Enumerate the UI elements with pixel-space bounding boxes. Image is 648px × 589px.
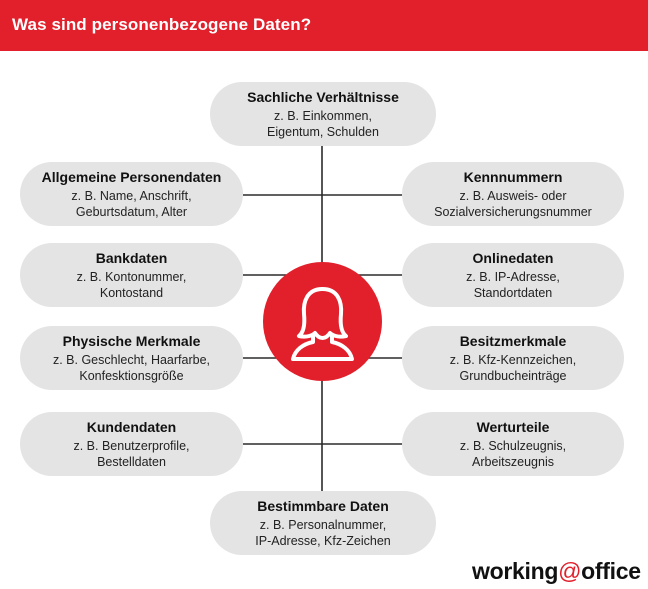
brand-logo-at: @ — [558, 558, 582, 584]
node-example-line1: z. B. Personalnummer, — [259, 517, 387, 532]
node-example-line2: Bestelldaten — [97, 454, 166, 469]
node-example-line1: z. B. Kontonummer, — [76, 269, 187, 284]
node-example-line2: Arbeitszeugnis — [472, 454, 554, 469]
node-example-line1: z. B. Einkommen, — [274, 108, 372, 123]
node-bankdaten — [20, 243, 243, 307]
node-title: Werturteile — [476, 418, 550, 435]
node-example-line2: IP-Adresse, Kfz-Zeichen — [255, 533, 391, 548]
node-title: Bestimmbare Daten — [257, 497, 389, 514]
node-allgemeine-personendaten — [20, 162, 243, 226]
node-sachliche-verhaeltnisse — [210, 82, 436, 146]
person-icon — [263, 262, 382, 381]
node-title: Bankdaten — [95, 249, 168, 266]
node-title: Besitzmerkmale — [459, 332, 567, 349]
brand-logo-part1: working — [472, 558, 559, 584]
node-title: Sachliche Verhältnisse — [247, 88, 399, 105]
node-physische-merkmale — [20, 326, 243, 390]
node-example-line1: z. B. Geschlecht, Haarfarbe, — [52, 352, 210, 367]
node-example-line1: z. B. IP-Adresse, — [466, 269, 560, 284]
node-example-line1: z. B. Kfz-Kennzeichen, — [449, 352, 577, 367]
node-title: Allgemeine Personendaten — [41, 168, 222, 185]
node-title: Physische Merkmale — [62, 332, 201, 349]
node-example-line1: z. B. Benutzerprofile, — [73, 438, 190, 453]
brand-logo — [472, 558, 641, 585]
brand-logo-part2: office — [581, 558, 641, 584]
node-example-line1: z. B. Ausweis- oder — [459, 188, 567, 203]
node-title: Kundendaten — [86, 418, 177, 435]
node-example-line2: Eigentum, Schulden — [267, 124, 379, 139]
node-example-line2: Grundbucheinträge — [459, 368, 567, 383]
node-example-line2: Konfesktionsgröße — [79, 368, 184, 383]
node-bestimmbare-daten — [210, 491, 436, 555]
node-example-line1: z. B. Schulzeugnis, — [459, 438, 567, 453]
node-example-line1: z. B. Name, Anschrift, — [71, 188, 192, 203]
node-kundendaten — [20, 412, 243, 476]
node-onlinedaten — [402, 243, 624, 307]
node-werturteile — [402, 412, 624, 476]
node-example-line2: Sozialversicherungsnummer — [434, 204, 592, 219]
center-person-circle — [263, 262, 382, 381]
node-example-line2: Standortdaten — [473, 285, 553, 300]
node-example-line2: Geburtsdatum, Alter — [75, 204, 188, 219]
node-example-line2: Kontostand — [99, 285, 164, 300]
node-kennnummern — [402, 162, 624, 226]
node-besitzmerkmale — [402, 326, 624, 390]
node-title: Onlinedaten — [472, 249, 554, 266]
page-title: Was sind personenbezogene Daten? — [12, 15, 312, 34]
node-title: Kennnummern — [463, 168, 563, 185]
